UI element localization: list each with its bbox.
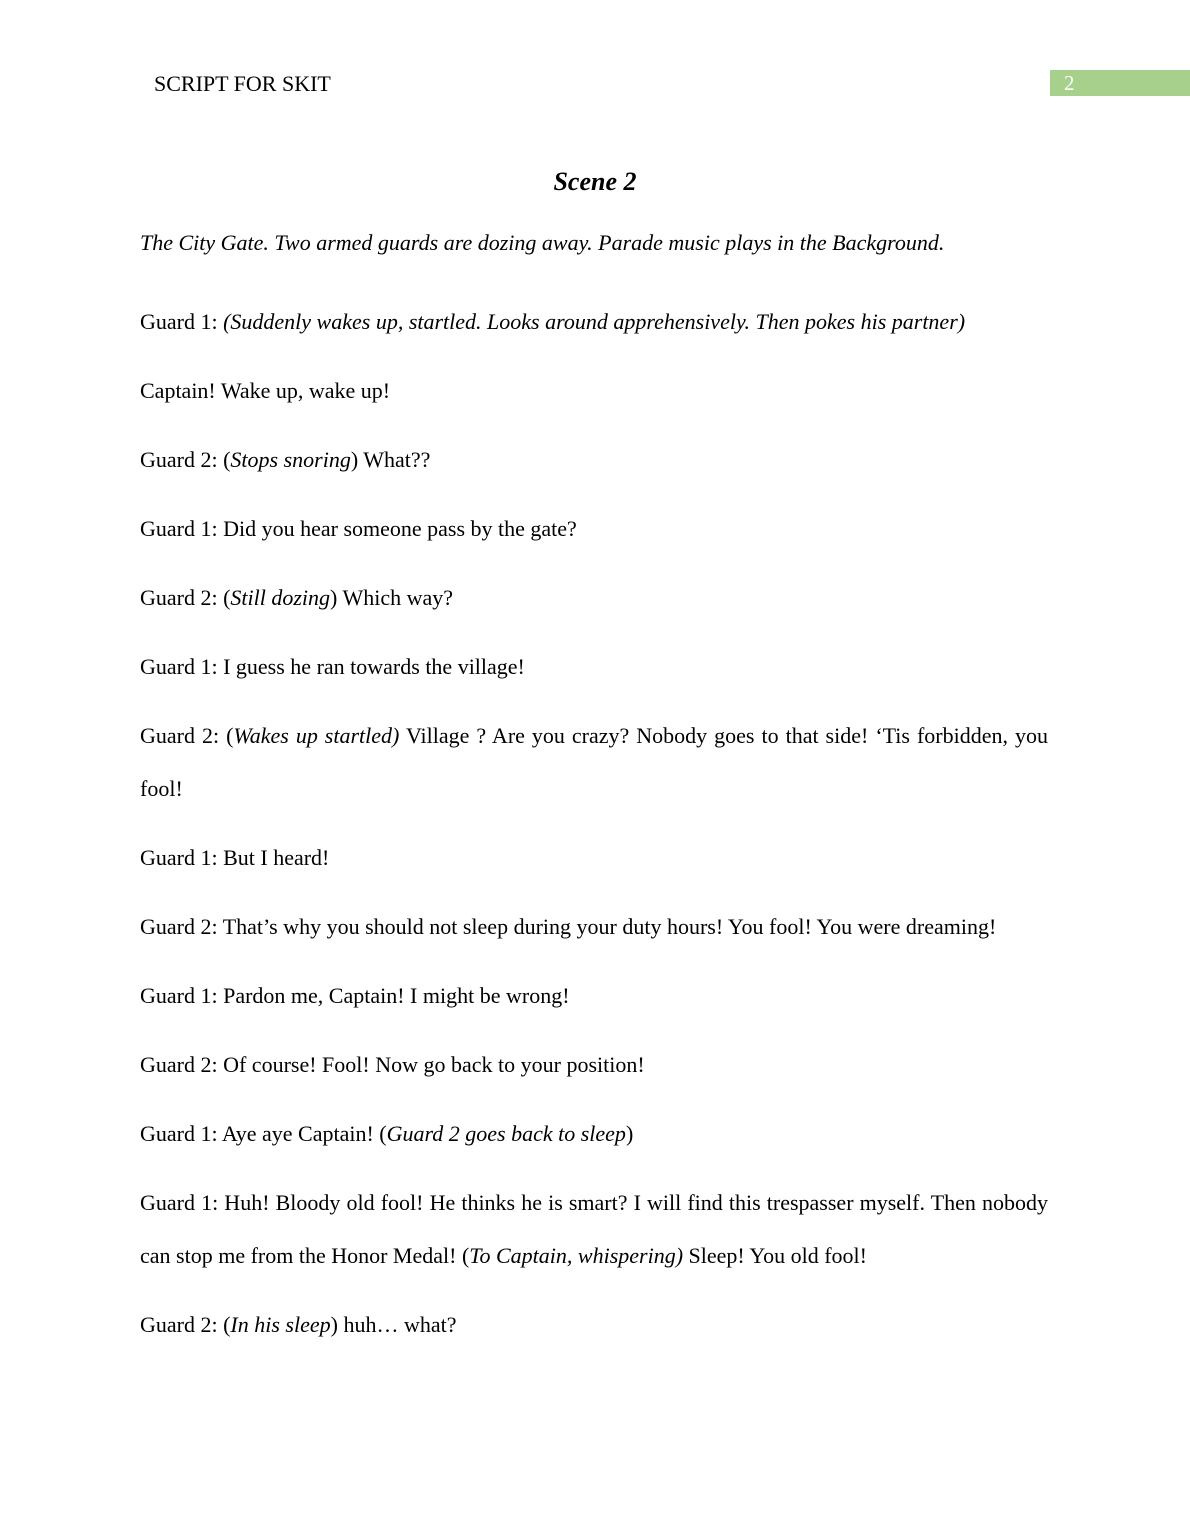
paren: ( [226,723,234,748]
speaker: Guard 1: [140,1190,219,1215]
speaker: Guard 2: [140,585,218,610]
script-line [140,295,1048,348]
speaker: Guard 1: [140,516,218,541]
script-line [140,969,1048,1022]
speaker: Guard 2: [140,723,220,748]
dialogue: Pardon me, Captain! I might be wrong! [217,983,570,1008]
dialogue: Which way? [337,585,454,610]
direction: Wakes up startled) [233,723,400,748]
speaker: Guard 2: [140,1052,218,1077]
direction: Still dozing [230,585,331,610]
speaker: Guard 1: [140,1121,218,1146]
speaker: Guard 1: [140,654,218,679]
stage-direction-text: The City Gate. Two armed guards are dozing away. Parade music plays in the Background. [140,230,945,255]
dialogue: Aye aye Captain! ( [217,1121,387,1146]
paren: ( [223,1312,231,1337]
script-line [140,364,1048,417]
script-line [140,502,1048,555]
script-line [140,571,1048,624]
speaker: Guard 2: [140,1312,218,1337]
paren: ( [223,447,231,472]
paren: ) [350,447,359,472]
scene-title: Scene 2 [553,167,637,196]
script-body [140,226,1048,1367]
direction: In his sleep [230,1312,331,1337]
script-line [140,640,1048,693]
script-line [140,831,1048,884]
script-line [140,900,1048,953]
dialogue: Sleep! You old fool! [683,1243,867,1268]
dialogue: Village ? Are you crazy? Nobody goes to that side! ‘Tis forbidden, you fool! [140,723,1048,801]
dialogue: Captain! Wake up, wake up! [140,378,391,403]
direction: (Suddenly wakes up, startled. Looks around apprehensively. Then pokes his partner) [223,309,966,334]
paren: ) [330,1312,338,1337]
running-header-title: SCRIPT FOR SKIT [154,71,331,96]
direction: Guard 2 goes back to sleep [386,1121,626,1146]
page-number-bar [1050,70,1190,96]
dialogue: But I heard! [217,845,330,870]
direction: To Captain, whispering) [469,1243,684,1268]
dialogue: What?? [358,447,431,472]
script-line [140,1298,1048,1351]
paren: ) [330,585,338,610]
speaker: Guard 2: [140,447,218,472]
dialogue: huh… what? [337,1312,457,1337]
script-line [140,1038,1048,1091]
speaker: Guard 1: [140,845,218,870]
script-line [140,1176,1048,1282]
speaker: Guard 1: [140,983,218,1008]
direction: Stops snoring [230,447,351,472]
dialogue: Of course! Fool! Now go back to your position! [217,1052,645,1077]
script-line [140,1107,1048,1160]
speaker: Guard 2: [140,914,218,939]
paren: ( [223,585,231,610]
dialogue: I guess he ran towards the village! [217,654,525,679]
script-line [140,433,1048,486]
dialogue: That’s why you should not sleep during your duty hours! You fool! You were dreaming! [217,914,997,939]
script-line [140,709,1048,815]
speaker: Guard 1: [140,309,218,334]
dialogue: Did you hear someone pass by the gate? [217,516,577,541]
stage-direction [140,226,1048,260]
paren: ) [625,1121,634,1146]
dialogue: Huh! Bloody old fool! He thinks he is smart? I will find this trespasser myself. Then nobody can stop me from the Honor Medal! ( [140,1190,1048,1268]
page-number: 2 [1064,71,1075,95]
